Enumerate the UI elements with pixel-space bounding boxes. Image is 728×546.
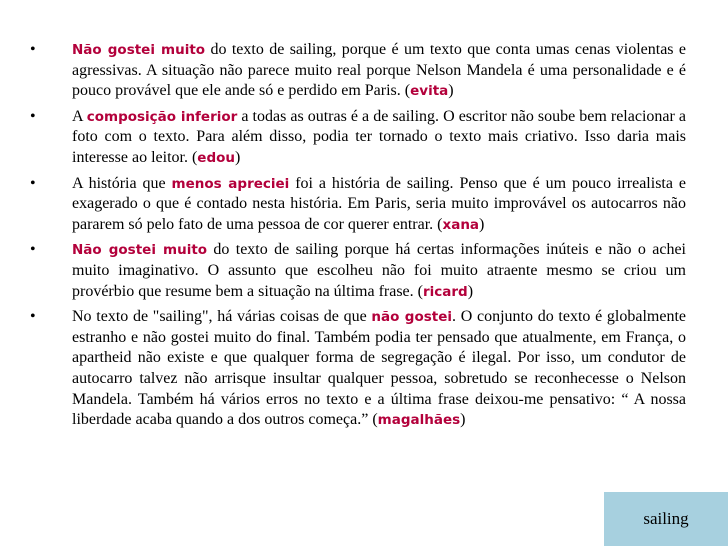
highlight-phrase: Não gostei muito — [72, 242, 208, 259]
author-name: magalhães — [377, 412, 461, 429]
highlight-phrase: menos apreciei — [171, 175, 290, 192]
slide-label-text: sailing — [643, 509, 689, 528]
author-name: evita — [410, 83, 449, 100]
comment-text: do texto de sailing, porque é um texto que conta umas cenas violentas e agressivas. A situação não parece muito real porque Nelson Mandela é uma personalidade e é pouco provável que ele ande só e perdido em Paris. ( — [72, 41, 687, 100]
comment-text: . O conjunto do texto é globalmente estranho e não gostei muito do final. Também podia ter pensado que atualmente, em França, o apartheid não existe e que qualquer forma de segregação é ilegal. Por isso, um condutor de autocarro talvez não arrisque insultar qualquer pessoa, sobretudo se reconhecesse o Nelson Mandela. Também há vários erros no texto e a última frase deixou-me pensativo: “ A nossa liberdade acaba quando a dos outros começa.” ( — [72, 308, 687, 429]
comment-text-end: ) — [479, 215, 485, 233]
highlight-phrase: composição inferior — [86, 108, 238, 125]
bullet-icon: • — [30, 241, 36, 259]
comment-text: foi a história de sailing. Penso que é um pouco irrealista e exagerado o que é contado nesta história. Em Paris, seria muito improvável os autocarros não pararem só pelo fato de uma pessoa de cor querer entrar. ( — [72, 174, 686, 233]
comment-text-start: A história que — [72, 174, 172, 192]
comment-text: a todas as outras é a de sailing. O escritor não soube bem relacionar a foto com o texto. Para além disso, podia ter tornado o texto mais criativo. Isso daria mais interesse ao leitor. ( — [72, 107, 686, 166]
highlight-phrase: não gostei — [371, 309, 453, 326]
comment-text-end: ) — [235, 148, 241, 166]
author-name: xana — [442, 216, 480, 233]
slide-label — [604, 492, 728, 546]
comment-item-5 — [30, 307, 686, 431]
comment-item-1 — [30, 40, 686, 102]
highlight-phrase: Não gostei muito — [72, 42, 206, 58]
author-name: ricard — [422, 283, 468, 300]
comment-text-end: ) — [448, 82, 454, 100]
author-name: edou — [197, 149, 236, 166]
comment-item-4 — [30, 240, 686, 302]
comment-item-3 — [30, 174, 686, 236]
bullet-icon: • — [30, 174, 36, 192]
bullet-icon: • — [30, 41, 36, 58]
bullet-icon: • — [30, 308, 36, 326]
comment-text-start: A — [72, 107, 87, 125]
comment-text: do texto de sailing porque há certas informações inúteis e não o achei muito imaginativo. O assunto que escolheu não foi muito atraente mesmo se criou um provérbio que resume bem a situação na última frase. ( — [72, 241, 686, 300]
comment-item-2 — [30, 107, 686, 169]
bullet-icon: • — [30, 107, 36, 125]
comment-text-end: ) — [460, 411, 466, 429]
comment-text-start: No texto de "sailing", há várias coisas de que — [72, 308, 372, 326]
comment-text-end: ) — [467, 282, 474, 300]
comment-list — [30, 40, 686, 436]
